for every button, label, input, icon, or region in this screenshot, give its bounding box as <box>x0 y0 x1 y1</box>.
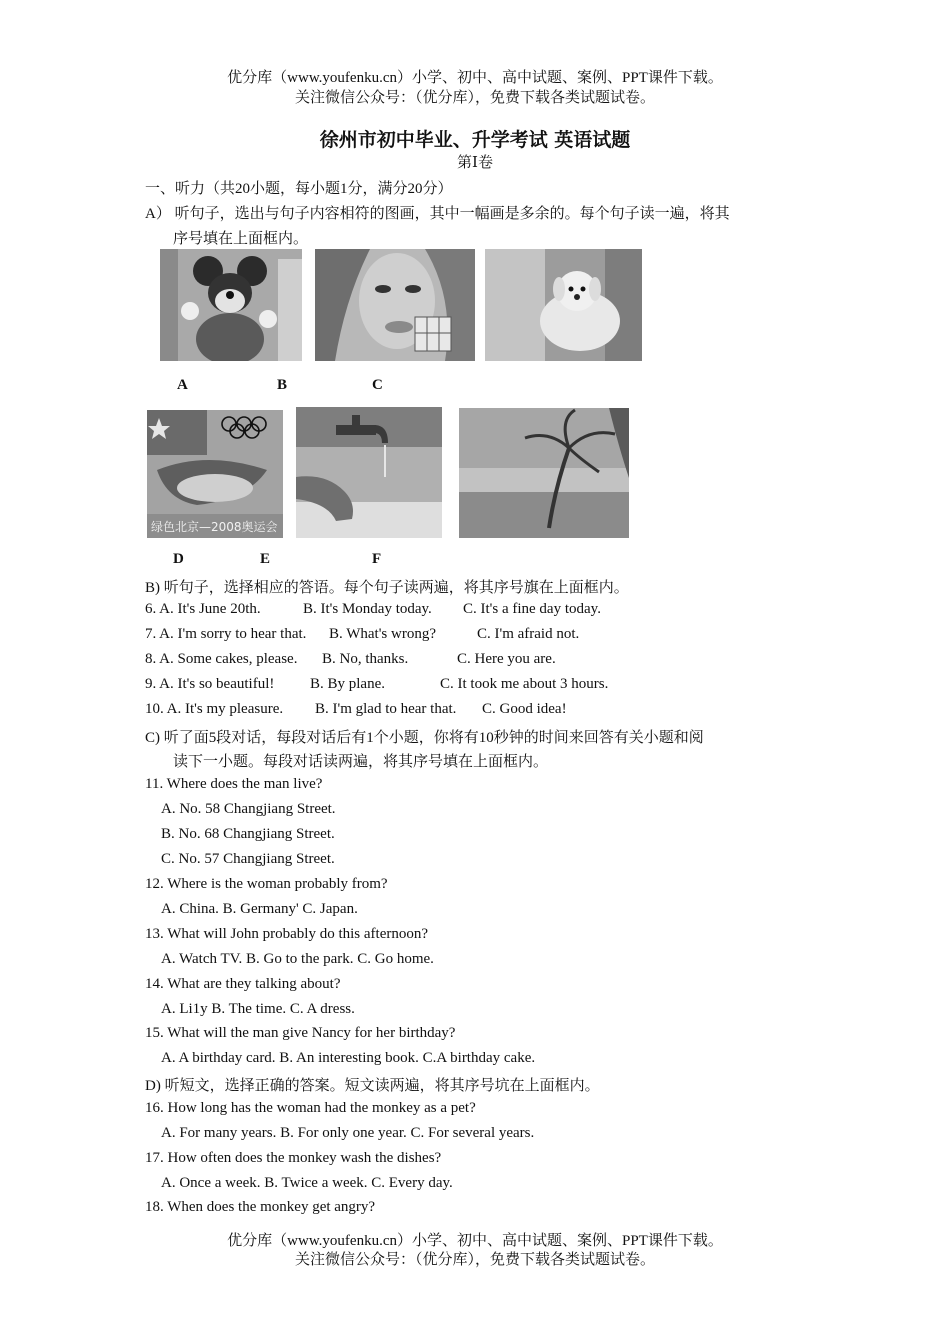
q8-option-b: B. No, thanks. <box>322 651 409 667</box>
question-13-options: A. Watch TV. B. Go to the park. C. Go home. <box>161 951 434 967</box>
question-11: 11. Where does the man live? <box>145 776 323 792</box>
question-12: 12. Where is the woman probably from? <box>145 876 388 892</box>
label-b: B <box>277 377 288 393</box>
q6-option-b: B. It's Monday today. <box>303 601 432 617</box>
question-16-options: A. For many years. B. For only one year. C. For several years. <box>161 1125 535 1141</box>
q7-option-a: 7. A. I'm sorry to hear that. <box>145 626 307 642</box>
woman-chocolate-image <box>315 249 475 361</box>
mickey-mouse-image <box>160 249 302 361</box>
label-a: A <box>177 377 188 393</box>
picture-water-tap <box>296 407 442 538</box>
q9-option-a: 9. A. It's so beautiful! <box>145 676 275 692</box>
q7-option-b: B. What's wrong? <box>329 626 436 642</box>
section-heading: 一、听力（共20小题，每小题1分，满分20分） <box>145 181 453 197</box>
question-18: 18. When does the monkey get angry? <box>145 1199 376 1215</box>
picture-white-dog <box>485 249 642 361</box>
q8-option-a: 8. A. Some cakes, please. <box>145 651 298 667</box>
part-c-instruction-2: 读下一小题。每段对话读两遍，将其序号填在上面框内。 <box>173 754 549 770</box>
question-17: 17. How often does the monkey wash the dishes? <box>145 1150 442 1166</box>
beach-palm-image <box>459 408 629 538</box>
picture-woman-chocolate <box>315 249 475 361</box>
label-f: F <box>372 551 382 567</box>
picture-beach-palm <box>459 408 629 538</box>
part-a-instruction-2: 序号填在上面框内。 <box>173 231 309 247</box>
q10-option-a: 10. A. It's my pleasure. <box>145 701 284 717</box>
page-title: 徐州市初中毕业、升学考试 英语试题 <box>319 129 631 151</box>
question-17-options: A. Once a week. B. Twice a week. C. Every day. <box>161 1175 453 1191</box>
footer-line-1: 优分库（www.youfenku.cn）小学、初中、高中试题、案例、PPT课件下载。 <box>227 1233 723 1249</box>
label-e: E <box>260 551 271 567</box>
question-12-options: A. China. B. Germany' C. Japan. <box>161 901 358 917</box>
q6-option-a: 6. A. It's June 20th. <box>145 601 261 617</box>
q10-option-c: C. Good idea! <box>482 701 567 717</box>
q7-option-c: C. I'm afraid not. <box>477 626 580 642</box>
question-11-option-a: A. No. 58 Changjiang Street. <box>161 801 336 817</box>
q10-option-b: B. I'm glad to hear that. <box>315 701 457 717</box>
question-14: 14. What are they talking about? <box>145 976 341 992</box>
question-14-options: A. Li1y B. The time. C. A dress. <box>161 1001 355 1017</box>
question-15: 15. What will the man give Nancy for her birthday? <box>145 1025 456 1041</box>
part-b-instruction: B) 听句子，选择相应的答语。每个句子读两遍，将其序号旗在上面框内。 <box>145 580 629 596</box>
page-subtitle: 第Ⅰ卷 <box>457 155 493 171</box>
q8-option-c: C. Here you are. <box>457 651 556 667</box>
header-line-2: 关注微信公众号：（优分库），免费下载各类试题试卷。 <box>294 90 655 106</box>
olympic-caption: 绿色北京—2008奥运会 <box>151 520 278 534</box>
picture-olympics <box>147 410 283 538</box>
white-dog-image <box>485 249 642 361</box>
part-d-instruction: D) 听短文，选择正确的答案。短文读两遍，将其序号坑在上面框内。 <box>145 1078 600 1094</box>
label-c: C <box>372 377 383 393</box>
q6-option-c: C. It's a fine day today. <box>463 601 601 617</box>
q9-option-c: C. It took me about 3 hours. <box>440 676 609 692</box>
question-11-option-c: C. No. 57 Changjiang Street. <box>161 851 335 867</box>
question-15-options: A. A birthday card. B. An interesting book. C.A birthday cake. <box>161 1050 536 1066</box>
header-line-1: 优分库（www.youfenku.cn）小学、初中、高中试题、案例、PPT课件下载。 <box>227 70 723 86</box>
water-tap-image <box>296 407 442 538</box>
part-c-instruction-1: C) 听了面5段对话，每段对话后有1个小题，你将有10秒钟的时间来回答有关小题和阅 <box>145 730 704 746</box>
footer-line-2: 关注微信公众号：（优分库），免费下载各类试题试卷。 <box>294 1252 655 1268</box>
question-11-option-b: B. No. 68 Changjiang Street. <box>161 826 335 842</box>
question-16: 16. How long has the woman had the monkey as a pet? <box>145 1100 476 1116</box>
q9-option-b: B. By plane. <box>310 676 385 692</box>
question-13: 13. What will John probably do this afternoon? <box>145 926 429 942</box>
picture-mickey-mouse <box>160 249 302 361</box>
label-d: D <box>173 551 184 567</box>
part-a-instruction-1: A） 听句子，选出与句子内容相符的图画，其中一幅画是多余的。每个句子读一遍，将其 <box>145 206 730 222</box>
olympics-image <box>147 410 283 538</box>
